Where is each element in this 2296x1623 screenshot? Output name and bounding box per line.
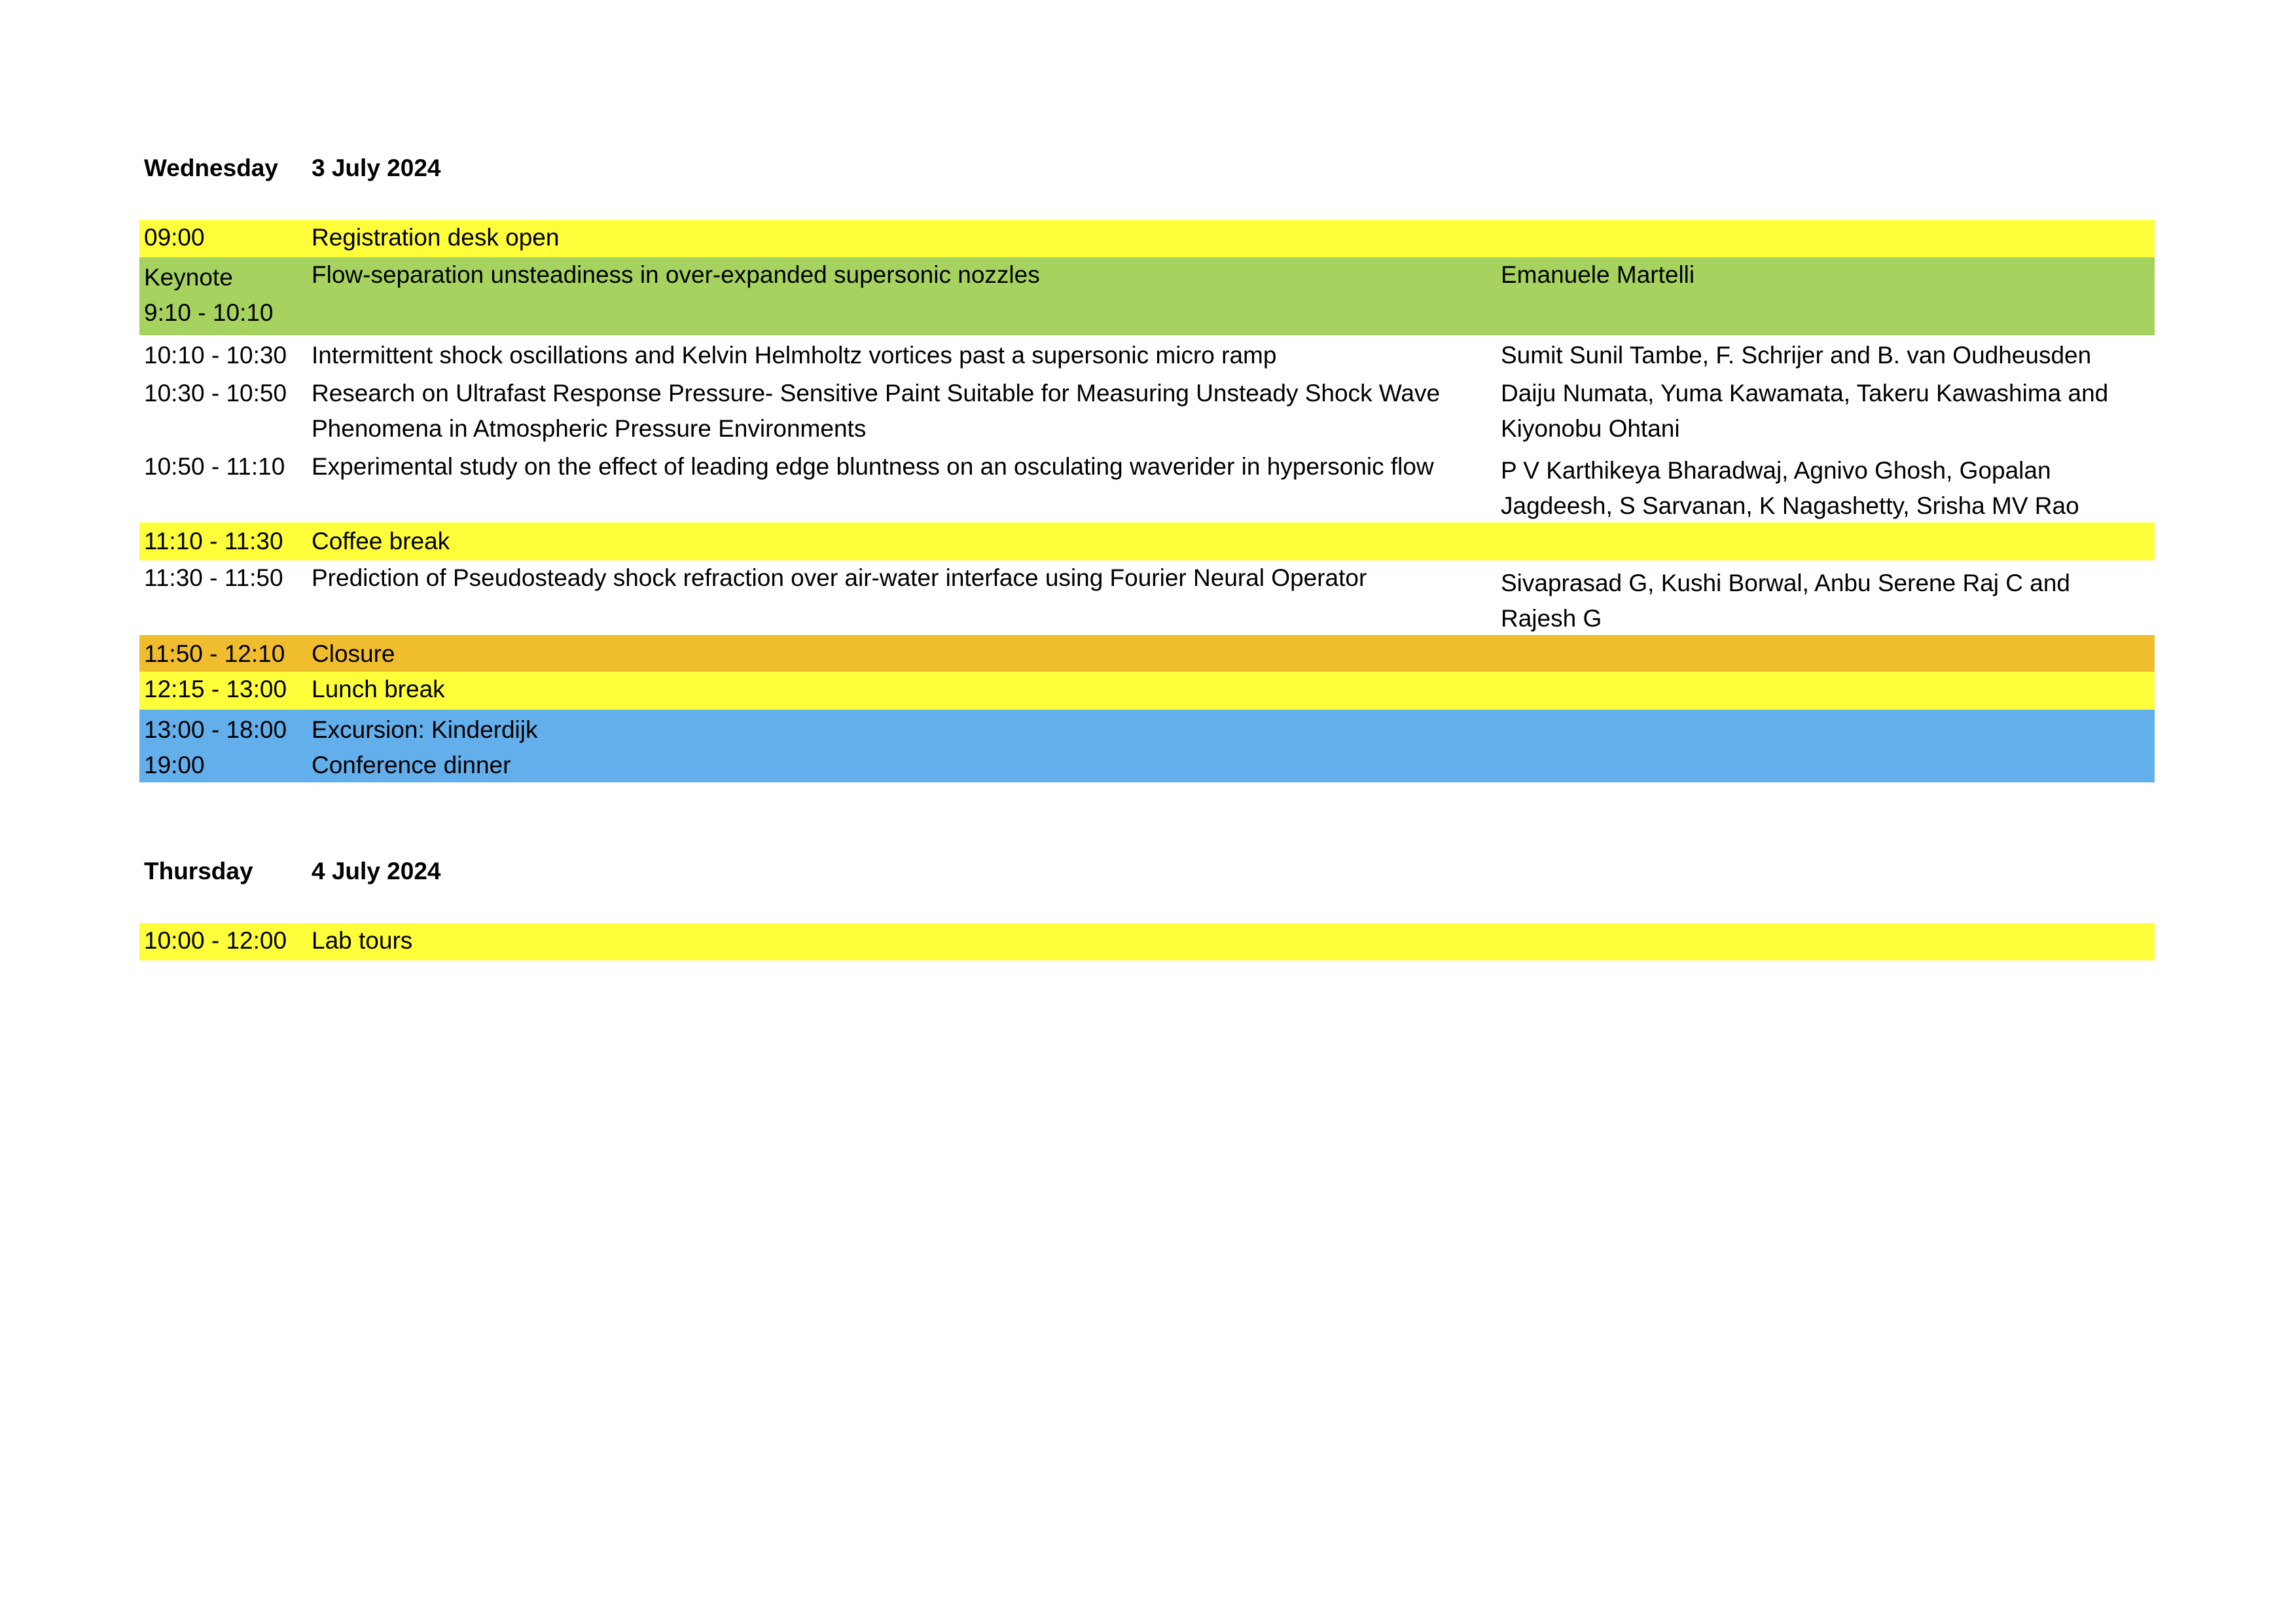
title-cell — [312, 376, 1440, 447]
keynote-label: Keynote — [144, 264, 233, 291]
title-cell: Experimental study on the effect of leading edge bluntness on an osculating waverider in hypersonic flow — [312, 453, 1434, 480]
title-line: Excursion: Kinderdijk — [312, 716, 538, 743]
schedule-row — [139, 710, 2155, 782]
time-cell: 10:00 - 12:00 — [144, 927, 287, 954]
schedule-row — [139, 560, 2155, 635]
time-cell: 10:30 - 10:50 — [144, 380, 287, 407]
schedule-row — [139, 373, 2155, 447]
title-line: Conference dinner — [312, 752, 511, 778]
schedule-table-wednesday — [139, 220, 2155, 782]
day-name: Wednesday — [144, 155, 278, 181]
day-date: 3 July 2024 — [312, 155, 441, 181]
speaker-line: Jagdeesh, S Sarvanan, K Nagashetty, Srisha MV Rao — [1501, 492, 2079, 519]
title-cell: Closure — [312, 640, 395, 667]
title-line: Research on Ultrafast Response Pressure- Sensitive Paint Suitable for Measuring Unsteady Shock Wave — [312, 380, 1441, 407]
time-cell: 11:30 - 11:50 — [144, 564, 283, 591]
time-cell: 12:15 - 13:00 — [144, 676, 287, 702]
title-cell: Coffee break — [312, 528, 450, 555]
schedule-row — [139, 635, 2155, 672]
speaker-cell — [1501, 376, 2108, 447]
speaker-line: Daiju Numata, Yuma Kawamata, Takeru Kawashima and — [1501, 380, 2109, 407]
speaker-cell — [1501, 453, 2079, 524]
title-line: Phenomena in Atmospheric Pressure Environments — [312, 415, 867, 442]
schedule-row — [139, 923, 2155, 960]
title-cell: Flow-separation unsteadiness in over-expanded supersonic nozzles — [312, 261, 1040, 288]
speaker-cell — [1501, 566, 2070, 636]
schedule-table-thursday — [139, 923, 2155, 960]
title-cell: Prediction of Pseudosteady shock refraction over air-water interface using Fourier Neural Operator — [312, 564, 1367, 591]
time-line: 19:00 — [144, 752, 205, 778]
title-cell: Intermittent shock oscillations and Kelvin Helmholtz vortices past a supersonic micro ramp — [312, 342, 1277, 369]
time-cell: 11:50 - 12:10 — [144, 640, 285, 667]
time-cell: 11:10 - 11:30 — [144, 528, 283, 555]
schedule-row — [139, 220, 2155, 257]
schedule-row — [139, 522, 2155, 560]
schedule-row — [139, 335, 2155, 373]
time-cell: 10:50 - 11:10 — [144, 453, 285, 480]
schedule-row — [139, 672, 2155, 710]
speaker-line: Rajesh G — [1501, 605, 1602, 632]
title-cell: Registration desk open — [312, 224, 560, 251]
day-date: 4 July 2024 — [312, 858, 441, 884]
title-cell — [312, 712, 537, 783]
schedule-row — [139, 257, 2155, 335]
speaker-line: P V Karthikeya Bharadwaj, Agnivo Ghosh, Gopalan — [1501, 457, 2051, 484]
title-cell: Lab tours — [312, 927, 413, 954]
time-line: 13:00 - 18:00 — [144, 716, 287, 743]
time-cell — [144, 712, 287, 783]
time-cell: 09:00 — [144, 224, 205, 251]
day-header-wednesday — [144, 152, 2147, 185]
time-cell: 10:10 - 10:30 — [144, 342, 287, 369]
day-name: Thursday — [144, 858, 253, 884]
speaker-line: Kiyonobu Ohtani — [1501, 415, 1680, 442]
speaker-cell: Emanuele Martelli — [1501, 261, 1695, 288]
speaker-cell: Sumit Sunil Tambe, F. Schrijer and B. van Oudheusden — [1501, 342, 2092, 369]
speaker-line: Sivaprasad G, Kushi Borwal, Anbu Serene Raj C and — [1501, 570, 2070, 596]
time-cell-keynote — [144, 260, 273, 331]
day-header-thursday — [144, 855, 2147, 888]
title-cell: Lunch break — [312, 676, 445, 702]
schedule-row — [139, 447, 2155, 522]
keynote-time: 9:10 - 10:10 — [144, 299, 274, 326]
